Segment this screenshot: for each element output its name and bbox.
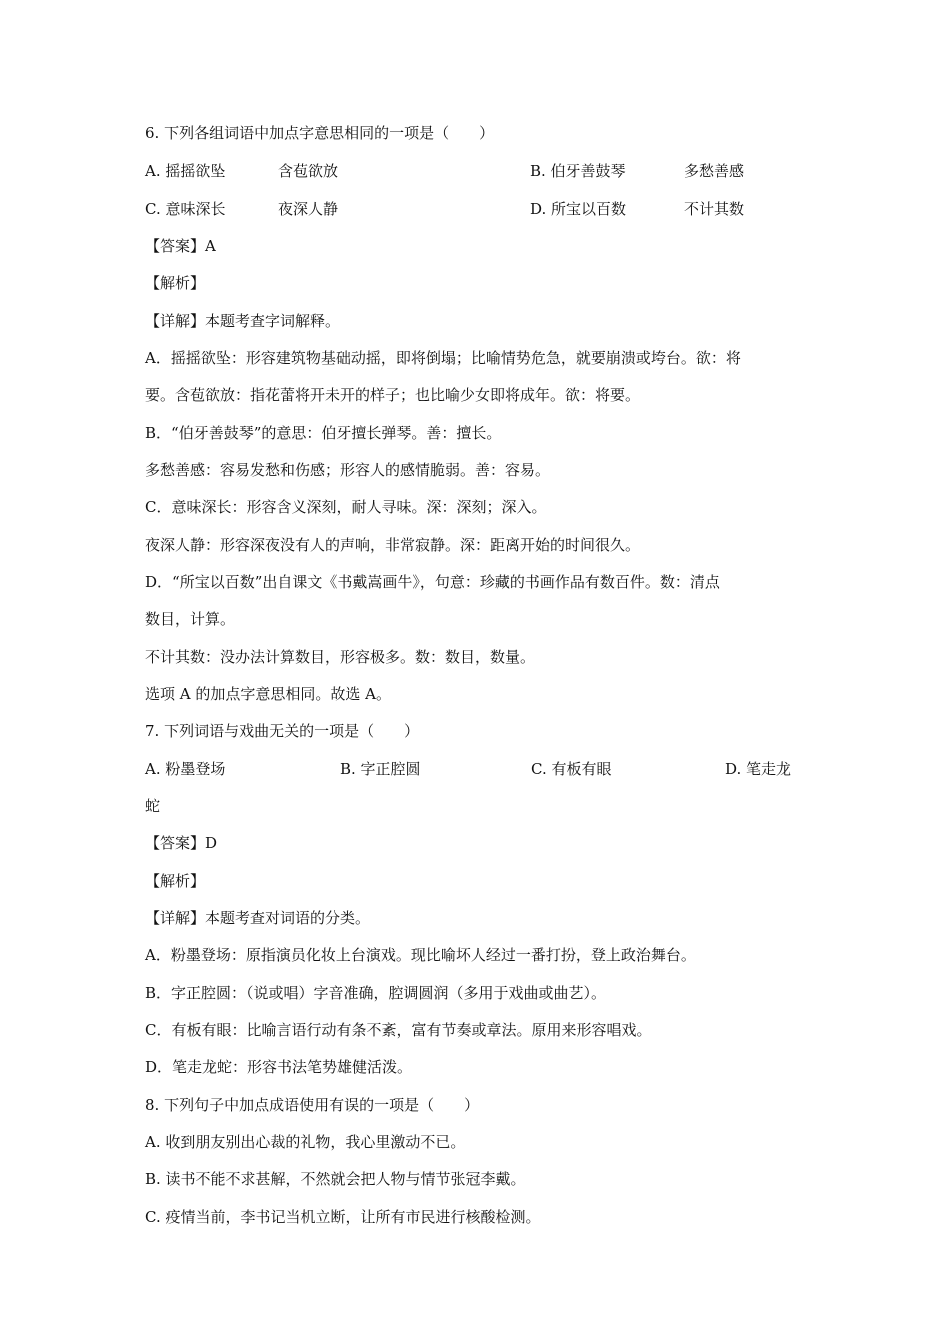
q8-option-b: B. 读书不能不求甚解，不然就会把人物与情节张冠李戴。 [145,1170,526,1188]
q7-detail-line: A．粉墨登场：原指演员化妆上台演戏。现比喻坏人经过一番打扮，登上政治舞台。 [145,946,696,964]
q7-detail-line: D．笔走龙蛇：形容书法笔势雄健活泼。 [145,1058,413,1076]
q6-detail-line: 选项 A 的加点字意思相同。故选 A。 [145,685,391,703]
q7-detail-line: B．字正腔圆：（说或唱）字音准确，腔调圆润（多用于戏曲或曲艺）。 [145,984,607,1002]
q6-option-a-word1: A. 摇摇欲坠 [145,162,226,180]
q8-option-a: A. 收到朋友别出心裁的礼物，我心里激动不已。 [145,1133,466,1151]
q6-analysis-label: 【解析】 [145,274,206,292]
q6-detail-line: 要。含苞欲放：指花蕾将开未开的样子；也比喻少女即将成年。欲：将要。 [145,386,641,404]
q6-detail-line: A．摇摇欲坠：形容建筑物基础动摇，即将倒塌；比喻情势危急，就要崩溃或垮台。欲：将 [145,349,741,367]
q8-option-c: C. 疫情当前，李书记当机立断，让所有市民进行核酸检测。 [145,1208,541,1226]
q7-analysis-label: 【解析】 [145,872,206,890]
q6-detail-line: B．“伯牙善鼓琴”的意思：伯牙擅长弹琴。善：擅长。 [145,424,502,442]
q7-detail-line: 【详解】本题考查对词语的分类。 [145,909,371,927]
q6-detail-line: 数目，计算。 [145,610,236,628]
q6-detail-line: 夜深人静：形容深夜没有人的声响，非常寂静。深：距离开始的时间很久。 [145,536,641,554]
q7-option-b: B. 字正腔圆 [340,760,421,778]
q7-detail-line: C．有板有眼：比喻言语行动有条不紊，富有节奏或章法。原用来形容唱戏。 [145,1021,652,1039]
q6-option-c-word1: C. 意味深长 [145,200,226,218]
q6-detail-line: C．意味深长：形容含义深刻，耐人寻味。深：深刻；深入。 [145,498,547,516]
q7-stem: 7. 下列词语与戏曲无关的一项是（ ） [145,722,420,740]
q6-option-c-word2: 夜深人静 [278,200,339,218]
q7-option-d: D. 笔走龙 [725,760,792,778]
q7-option-a: A. 粉墨登场 [145,760,226,778]
q7-option-d-wrap: 蛇 [145,797,161,815]
q8-stem: 8. 下列句子中加点成语使用有误的一项是（ ） [145,1096,480,1114]
q6-stem: 6. 下列各组词语中加点字意思相同的一项是（ ） [145,124,495,142]
q6-option-b-word2: 多愁善感 [684,162,745,180]
q7-option-c: C. 有板有眼 [531,760,612,778]
q6-option-d-word1: D. 所宝以百数 [530,200,627,218]
q6-option-d-word2: 不计其数 [684,200,745,218]
q6-detail-line: 【详解】本题考查字词解释。 [145,312,341,330]
q6-option-a-word2: 含苞欲放 [278,162,339,180]
q6-detail-line: 不计其数：没办法计算数目，形容极多。数：数目，数量。 [145,648,536,666]
q6-option-b-word1: B. 伯牙善鼓琴 [530,162,626,180]
q6-answer: 【答案】A [145,237,216,255]
q7-answer: 【答案】D [145,834,218,852]
q6-detail-line: D．“所宝以百数”出自课文《书戴嵩画牛》，句意：珍藏的书画作品有数百件。数：清点 [145,573,720,591]
q6-detail-line: 多愁善感：容易发愁和伤感；形容人的感情脆弱。善：容易。 [145,461,551,479]
